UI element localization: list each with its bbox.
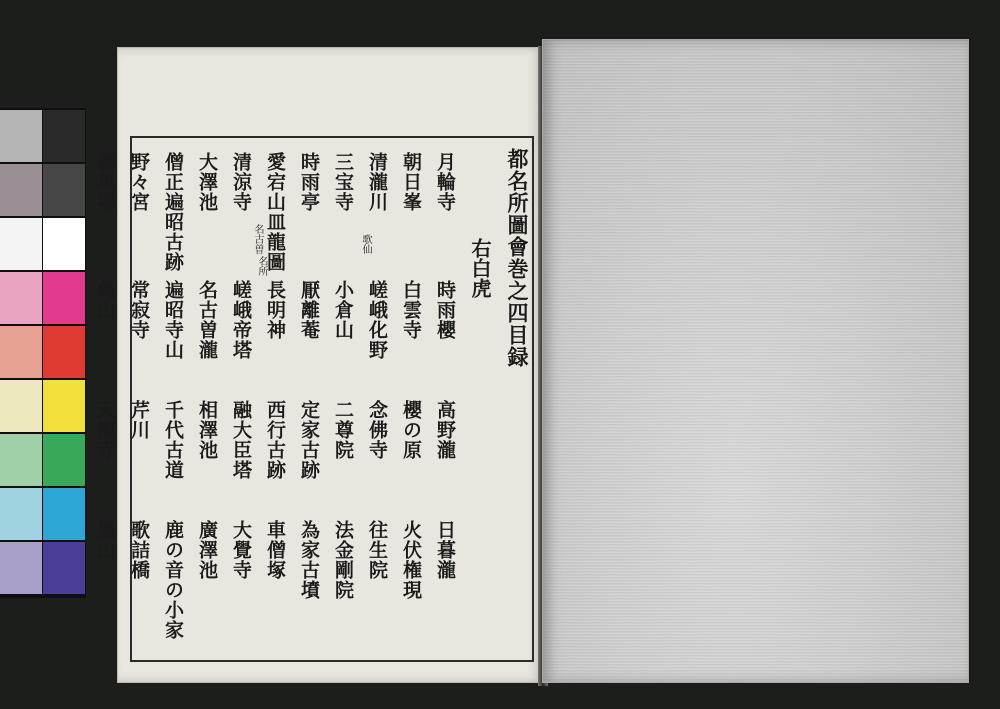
contents-entry: 三宝寺 [332,152,354,212]
contents-entry: 嵯峨化野 [366,280,388,360]
calibration-swatch [0,326,42,378]
contents-entry: 廣澤池 [196,520,218,580]
contents-entry: 清瀧川 [366,152,388,212]
contents-entry: 大澤池 [196,152,218,212]
calibration-swatch [43,218,85,270]
contents-entry: 西行古跡 [264,400,286,480]
contents-entry: 野々宮 [128,152,150,212]
contents-entry: 時雨櫻 [434,280,456,340]
right-page-blank-endpaper [543,40,968,682]
contents-entry: 大覺寺 [230,520,252,580]
color-calibration-strip [0,108,86,598]
contents-entry: 火伏権現 [400,520,422,600]
contents-entry: 芹川 [128,400,150,440]
contents-entry: 高野瀧 [434,400,456,460]
contents-entry: 清涼寺 [230,152,252,212]
contents-entry: 車僧塚 [264,520,286,580]
calibration-swatch [43,488,85,540]
annotation-note: 歌仙 [360,234,371,254]
contents-entry: 相澤池 [196,400,218,460]
contents-entry: 為家古墳 [298,520,320,600]
table-of-contents-frame [94,136,534,662]
calibration-swatch [0,488,42,540]
contents-entry: 定家古跡 [298,400,320,480]
calibration-swatch [0,164,42,216]
contents-entry: 念佛寺 [366,400,388,460]
calibration-swatch [0,542,42,594]
contents-entry: 僧正遍昭古跡 [162,152,184,272]
contents-entry: 法金剛院 [332,520,354,600]
contents-entry: 嵯峨帝塔 [230,280,252,360]
calibration-swatch [0,218,42,270]
calibration-swatch [43,110,85,162]
contents-entry: 千代古道 [162,400,184,480]
annotation-note: 名所 [256,256,267,276]
contents-entry: 時雨亭 [298,152,320,212]
calibration-swatch [43,326,85,378]
calibration-swatch [0,272,42,324]
contents-entry: 長明神 [264,280,286,340]
open-book [94,38,978,688]
contents-entry: 名古曽瀧 [196,280,218,360]
contents-entry: 白雲寺 [400,280,422,340]
contents-entry: 往生院 [366,520,388,580]
contents-entry: 遍昭寺山 [162,280,184,360]
contents-entry: 天龍寺 [94,400,116,460]
contents-entry: 融大臣塔 [230,400,252,480]
calibration-swatch [43,542,85,594]
contents-entry: 常寂寺 [128,280,150,340]
contents-entry: 朝日峯 [400,152,422,212]
contents-entry: 嵐山 [94,520,116,560]
contents-entry: 鹿の音の小家 [162,520,184,640]
calibration-swatch [43,380,85,432]
page-title: 都名所圖會巻之四目録 [505,148,530,368]
contents-entry: 日暮瀧 [434,520,456,580]
contents-entry: 歌詰橋 [128,520,150,580]
calibration-swatch [0,434,42,486]
annotation-note: 名古曽 [252,224,263,254]
section-subtitle: 右白虎 [468,238,492,298]
calibration-swatch [43,164,85,216]
left-page [94,48,543,682]
calibration-swatch [0,110,42,162]
contents-entry: 愛宕山皿龍圖 [264,152,286,272]
calibration-swatch [43,434,85,486]
calibration-swatch [43,272,85,324]
contents-entry: 亀山 [94,280,116,320]
contents-entry: 藤馬場 [94,152,116,212]
contents-entry: 月輪寺 [434,152,456,212]
calibration-swatch [0,380,42,432]
contents-entry: 厭離菴 [298,280,320,340]
contents-entry: 小倉山 [332,280,354,340]
contents-entry: 二尊院 [332,400,354,460]
contents-entry: 櫻の原 [400,400,422,460]
